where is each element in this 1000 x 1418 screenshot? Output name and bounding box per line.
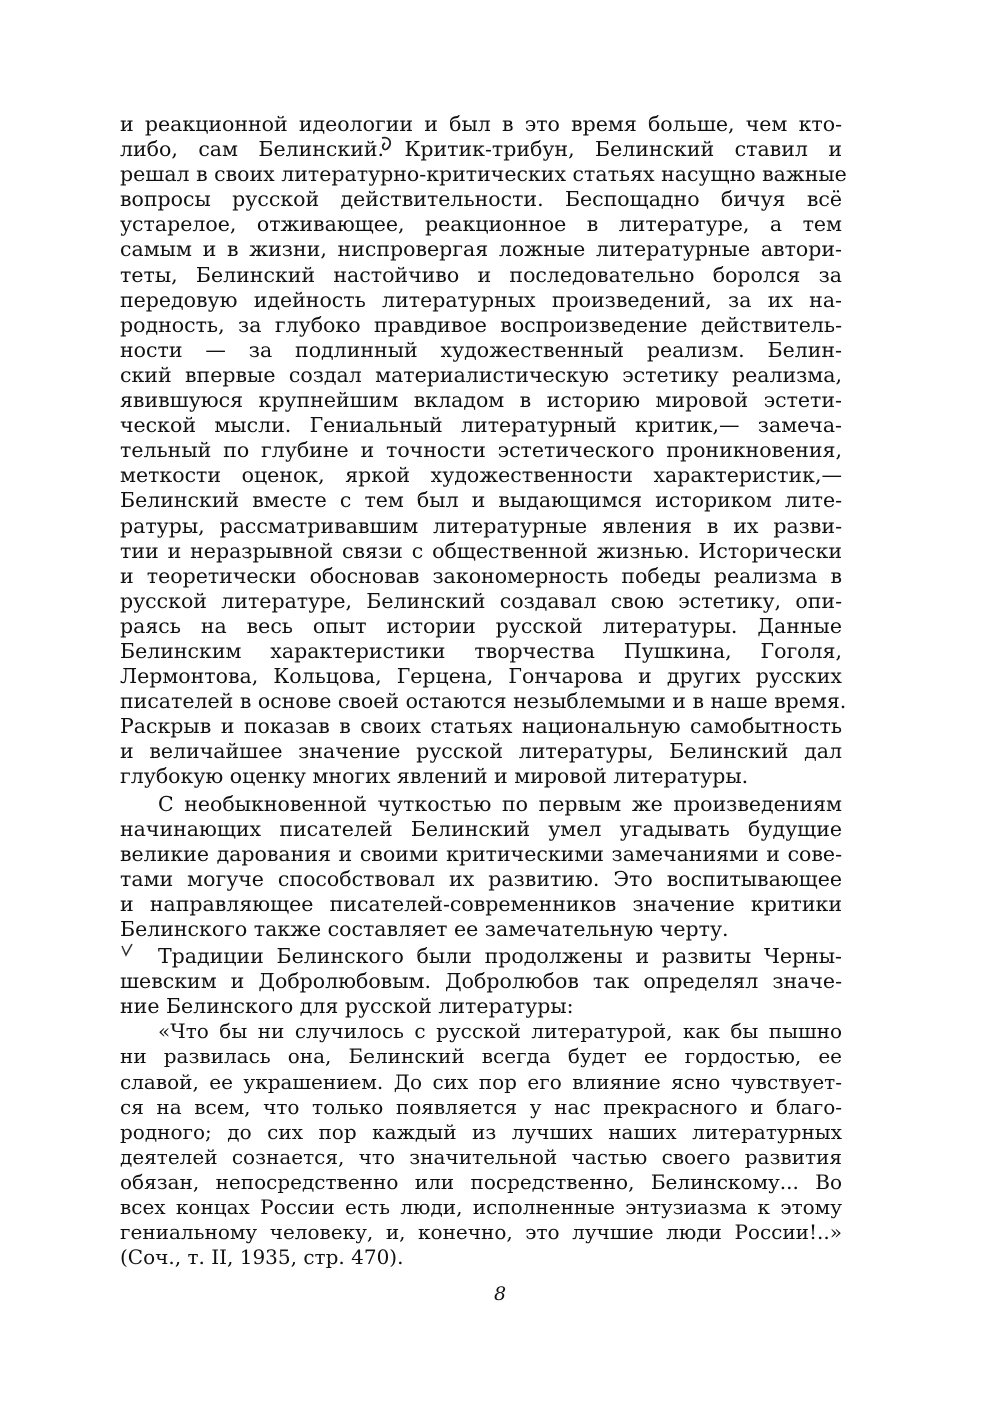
quote-line: гениальному человеку, и, конечно, это лучшие люди России!..» [120,1220,842,1245]
paragraph-2 [120,792,842,943]
text-line: Белинским характеристики творчества Пушкина, Гоголя, [120,638,842,663]
text-line: тии и неразрывной связи с общественной жизнью. Исторически [120,538,842,563]
text-line: передовую идейность литературных произведений, за их на- [120,287,842,312]
text-line: явившуюся крупнейшим вкладом в историю мировой эстети- [120,388,842,413]
text-line: ский впервые создал материалистическую эстетику реализма, [120,362,842,387]
text-line: начинающих писателей Белинский умел угадывать будущие [120,816,842,841]
text-line: Лермонтова, Кольцова, Герцена, Гончарова и других русских [120,664,842,689]
text-line: шевским и Добролюбовым. Добролюбов так определял значе- [120,969,842,994]
text-line: устарелое, отживающее, реакционное в литературе, а тем [120,212,842,237]
text-line: ратуры, рассматривавшим литературные явления в их разви- [120,513,842,538]
text-line: либо, сам Белинский. Критик-трибун, Белинский ставил и [120,137,842,162]
text-line: и теоретически обосновав закономерность победы реализма в [120,563,842,588]
quote-line: всех концах России есть люди, исполненные энтузиазма к этому [120,1195,842,1220]
text-line: великие дарования и своими критическими замечаниями и сове- [120,841,842,866]
quote-line: деятелей сознается, что значительной частью своего развития [120,1144,842,1169]
quote-line: ся на всем, что только появляется у нас прекрасного и благо- [120,1094,842,1119]
text-line: родность, за глубоко правдивое воспроизведение действитель- [120,312,842,337]
text-line: и реакционной идеологии и был в это время больше, чем кто- [120,112,842,136]
text-line: тельный по глубине и точности эстетического проникновения, [120,438,842,463]
text-line: ние Белинского для русской литературы: [120,994,574,1019]
text-line: глубокую оценку многих явлений и мировой литературы. [120,764,749,789]
text-line: раясь на весь опыт истории русской литературы. Данные [120,613,842,638]
text-line: вопросы русской действительности. Беспощадно бичуя всё [120,187,842,212]
quote-line: родного; до сих пор каждый из лучших наших литературных [120,1119,842,1144]
text-line: С необыкновенной чуткостью по первым же произведениям [158,791,842,816]
text-line: Белинский вместе с тем был и выдающимся историком лите- [120,488,842,513]
text-line: решал в своих литературно-критических статьях насущно важные [120,162,847,187]
quote-line: обязан, непосредственно или посредственно, Белинскому... Во [120,1169,842,1194]
text-line: ности — за подлинный художественный реализм. Белин- [120,337,842,362]
text-line: русской литературе, Белинский создавал свою эстетику, опи- [120,588,842,613]
paragraph-3 [120,944,842,1019]
quote-line: «Что бы ни случилось с русской литературой, как бы пышно [158,1019,842,1044]
quote-line: славой, ее украшением. До сих пор его влияние ясно чувствует- [120,1069,842,1094]
handwritten-check-icon [120,942,134,958]
text-line: теты, Белинский настойчиво и последовательно боролся за [120,262,842,287]
text-line: тами могуче способствовал их развитию. Это воспитывающее [120,866,842,891]
text-line: меткости оценок, яркой художественности характеристик,— [120,463,842,488]
text-line: Белинского также составляет ее замечательную черту. [120,917,729,941]
quotation-block [120,1019,842,1270]
page-body [120,112,847,1270]
text-line: ческой мысли. Гениальный литературный критик,— замеча- [120,413,842,438]
text-line: Традиции Белинского были продолжены и развиты Черны- [158,944,842,969]
quote-citation: (Соч., т. II, 1935, стр. 470). [120,1245,404,1270]
page-number: 8 [493,1283,507,1305]
handwritten-mark-icon [380,136,394,152]
paragraph-1 [120,112,847,790]
text-line: и направляющее писателей-современников значение критики [120,891,842,916]
quote-line: ни развилась она, Белинский всегда будет ее гордостью, ее [120,1044,842,1069]
text-line: писателей в основе своей остаются незыблемыми и в наше время. [120,689,847,714]
text-line: и величайшее значение русской литературы, Белинский дал [120,739,842,764]
text-line: самым и в жизни, ниспровергая ложные литературные автори- [120,237,842,262]
text-line: Раскрыв и показав в своих статьях национальную самобытность [120,714,842,739]
